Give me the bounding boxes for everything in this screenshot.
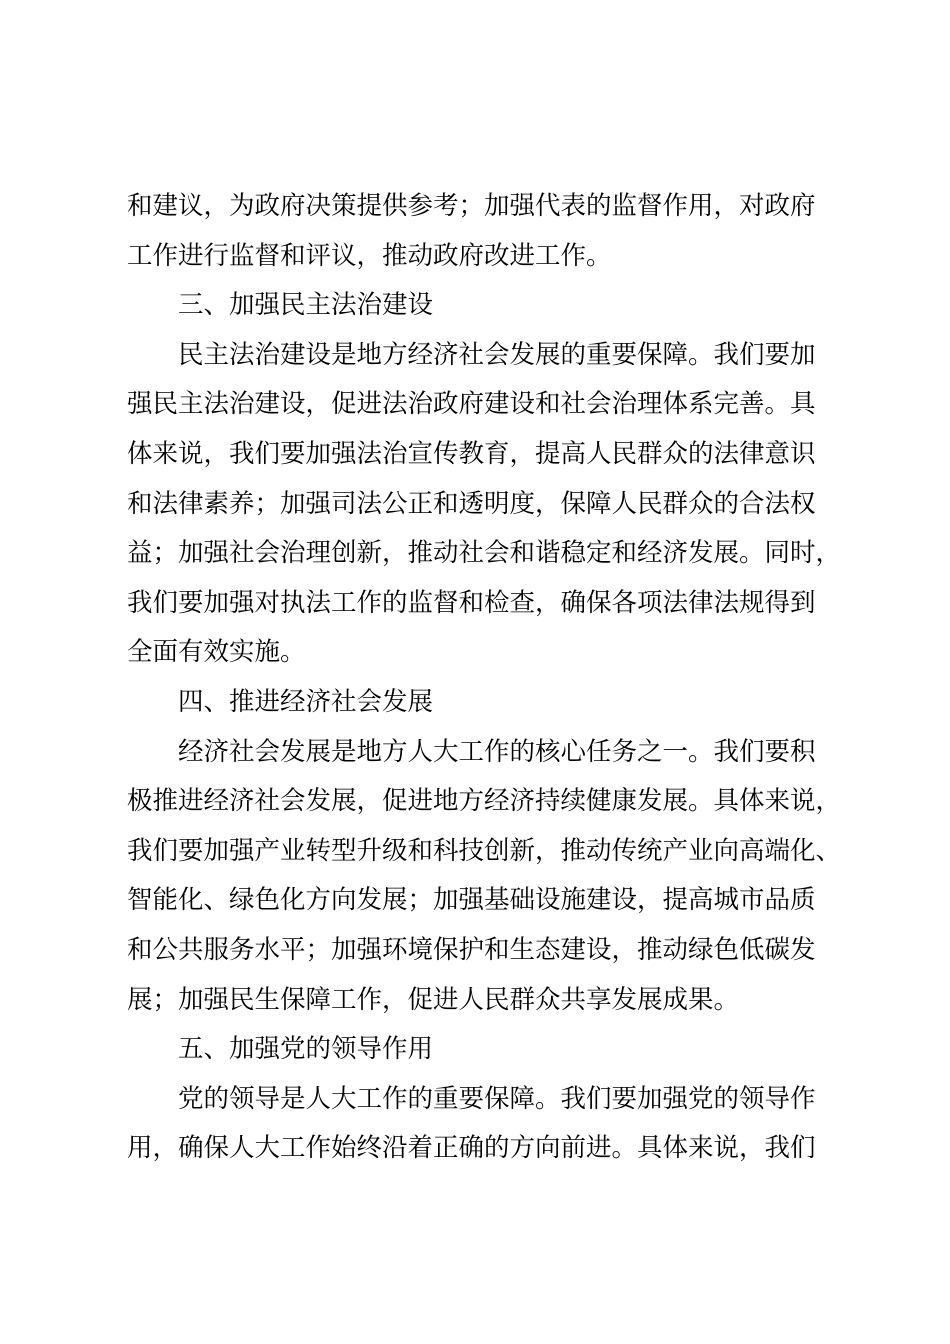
paragraph-economic-development: [127, 728, 842, 1026]
text-line: 我们要加强对执法工作的监督和检查，确保各项法律法规得到: [127, 587, 816, 618]
document-body: [127, 182, 842, 1174]
paragraph-continuation: [127, 182, 837, 281]
text-line: 经济社会发展是地方人大工作的核心任务之一。我们要积: [178, 736, 816, 767]
text-line: 和公共服务水平；加强环境保护和生态建设，推动绿色低碳发: [127, 934, 816, 965]
text-line: 体来说，我们要加强法治宣传教育，提高人民群众的法律意识: [127, 438, 816, 469]
heading-text: 三、加强民主法治建设: [178, 290, 434, 321]
text-line: 全面有效实施。: [127, 637, 306, 668]
text-line: 极推进经济社会发展，促进地方经济持续健康发展。具体来说，: [127, 786, 842, 817]
text-line: 工作进行监督和评议，推动政府改进工作。: [127, 240, 612, 271]
heading-text: 五、加强党的领导作用: [178, 1034, 434, 1065]
text-line: 和法律素养；加强司法公正和透明度，保障人民群众的合法权: [127, 488, 816, 519]
section-heading-4: [127, 678, 837, 728]
text-line: 强民主法治建设，促进法治政府建设和社会治理体系完善。具: [127, 389, 816, 420]
text-line: 用，确保人大工作始终沿着正确的方向前进。具体来说，我们: [127, 1133, 816, 1164]
paragraph-party-leadership: [127, 1075, 837, 1174]
paragraph-rule-of-law: [127, 331, 842, 678]
text-line: 党的领导是人大工作的重要保障。我们要加强党的领导作: [178, 1083, 816, 1114]
text-line: 我们要加强产业转型升级和科技创新，推动传统产业向高端化、: [127, 835, 842, 866]
section-heading-5: [127, 1025, 837, 1075]
text-line: 和建议，为政府决策提供参考；加强代表的监督作用，对政府: [127, 191, 816, 221]
text-line: 智能化、绿色化方向发展；加强基础设施建设，提高城市品质: [127, 885, 816, 916]
section-heading-3: [127, 281, 837, 331]
text-line: 展；加强民生保障工作，促进人民群众共享发展成果。: [127, 984, 740, 1015]
heading-text: 四、推进经济社会发展: [178, 686, 434, 717]
text-line: 益；加强社会治理创新，推动社会和谐稳定和经济发展。同时，: [127, 538, 842, 569]
text-line: 民主法治建设是地方经济社会发展的重要保障。我们要加: [178, 339, 816, 370]
